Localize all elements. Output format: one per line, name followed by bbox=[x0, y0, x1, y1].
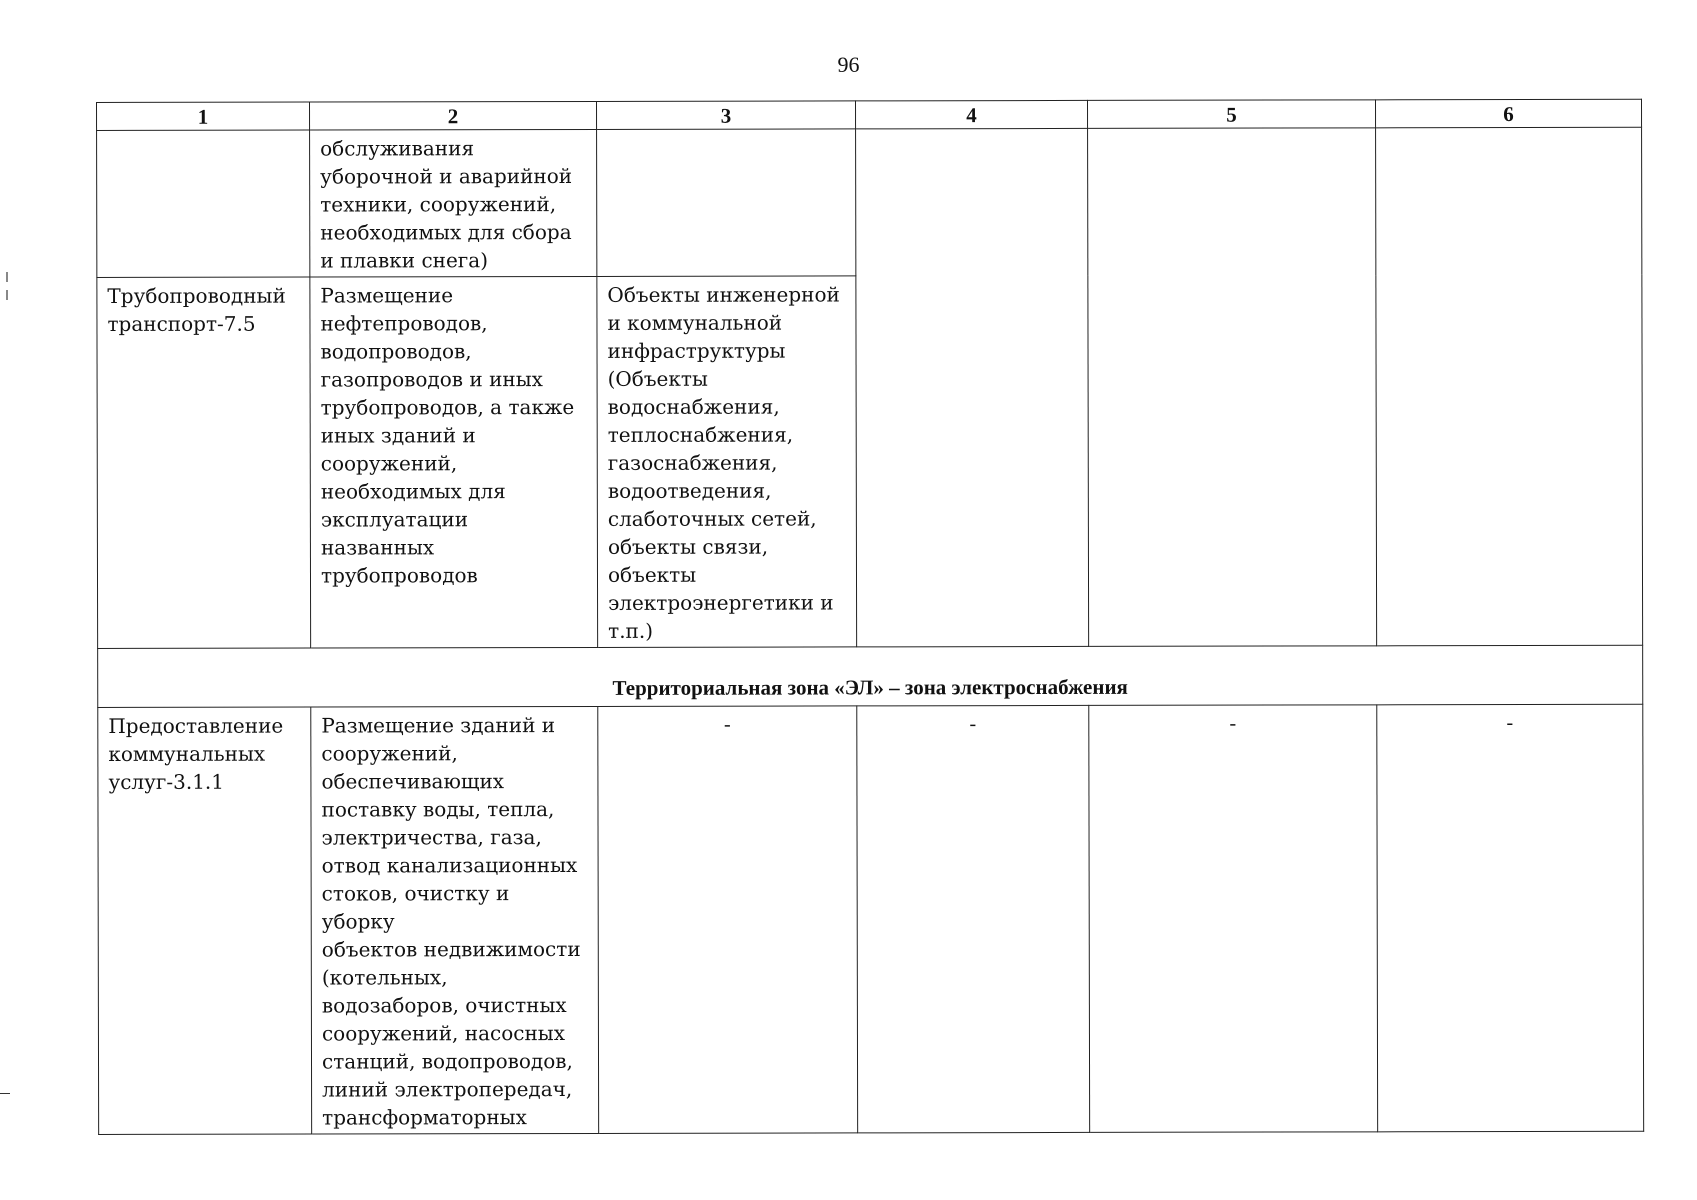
header-cell: 6 bbox=[1375, 99, 1641, 128]
table-cell-dash: - bbox=[598, 706, 858, 1134]
table-cell bbox=[597, 129, 856, 277]
table-row-utilities bbox=[98, 704, 1644, 1134]
header-cell: 2 bbox=[310, 101, 597, 130]
zone-heading: Территориальная зона «ЭЛ» – зона электроснабжения bbox=[98, 645, 1643, 707]
table-cell bbox=[856, 128, 1089, 646]
table-cell-dash: - bbox=[1377, 704, 1644, 1132]
table-cell-description: обслуживания уборочной и аварийной техники, сооружений, необходимых для сбора и плавки снега) bbox=[310, 129, 597, 277]
scan-edge-tick bbox=[6, 272, 8, 282]
page-number: 96 bbox=[837, 52, 860, 77]
table-cell-objects: Объекты инженерной и коммунальной инфраструктуры (Объекты водоснабжения, теплоснабжения, газоснабжения, водоотведения, слаботочных сетей, объекты связи, объекты электроэнергетики и т.п.) bbox=[597, 276, 857, 648]
table-cell bbox=[1088, 128, 1377, 647]
header-cell: 3 bbox=[596, 101, 855, 130]
table-cell bbox=[1376, 127, 1643, 646]
header-cell: 4 bbox=[855, 100, 1087, 128]
scan-edge-tick bbox=[6, 290, 8, 300]
zones-table bbox=[96, 99, 1644, 1135]
table-cell-use-type: Трубопроводный транспорт-7.5 bbox=[97, 277, 311, 648]
table-cell-dash: - bbox=[857, 705, 1090, 1132]
scan-edge-mark bbox=[0, 1093, 10, 1094]
table-row-continued bbox=[97, 127, 1642, 277]
header-cell: 5 bbox=[1087, 100, 1375, 129]
table-cell-description: Размещение зданий и сооружений, обеспечивающих поставку воды, тепла, электричества, газа, отвод канализационных стоков, очистку и уборку объектов недвижимости (котельных, водозаборов, очистных сооружений, насосных станций, водопроводов, линий электропередач, трансформаторных bbox=[311, 706, 599, 1134]
table-cell-use-type: Предоставление коммунальных услуг-3.1.1 bbox=[98, 707, 312, 1134]
header-row bbox=[97, 99, 1642, 130]
header-cell: 1 bbox=[97, 102, 310, 130]
table-cell-dash: - bbox=[1089, 705, 1378, 1133]
zone-heading-row bbox=[98, 645, 1643, 707]
table-cell-description: Размещение нефтепроводов, водопроводов, газопроводов и иных трубопроводов, а также иных зданий и сооружений, необходимых для эксплуатации названных трубопроводов bbox=[310, 276, 598, 648]
table-cell bbox=[97, 130, 310, 277]
